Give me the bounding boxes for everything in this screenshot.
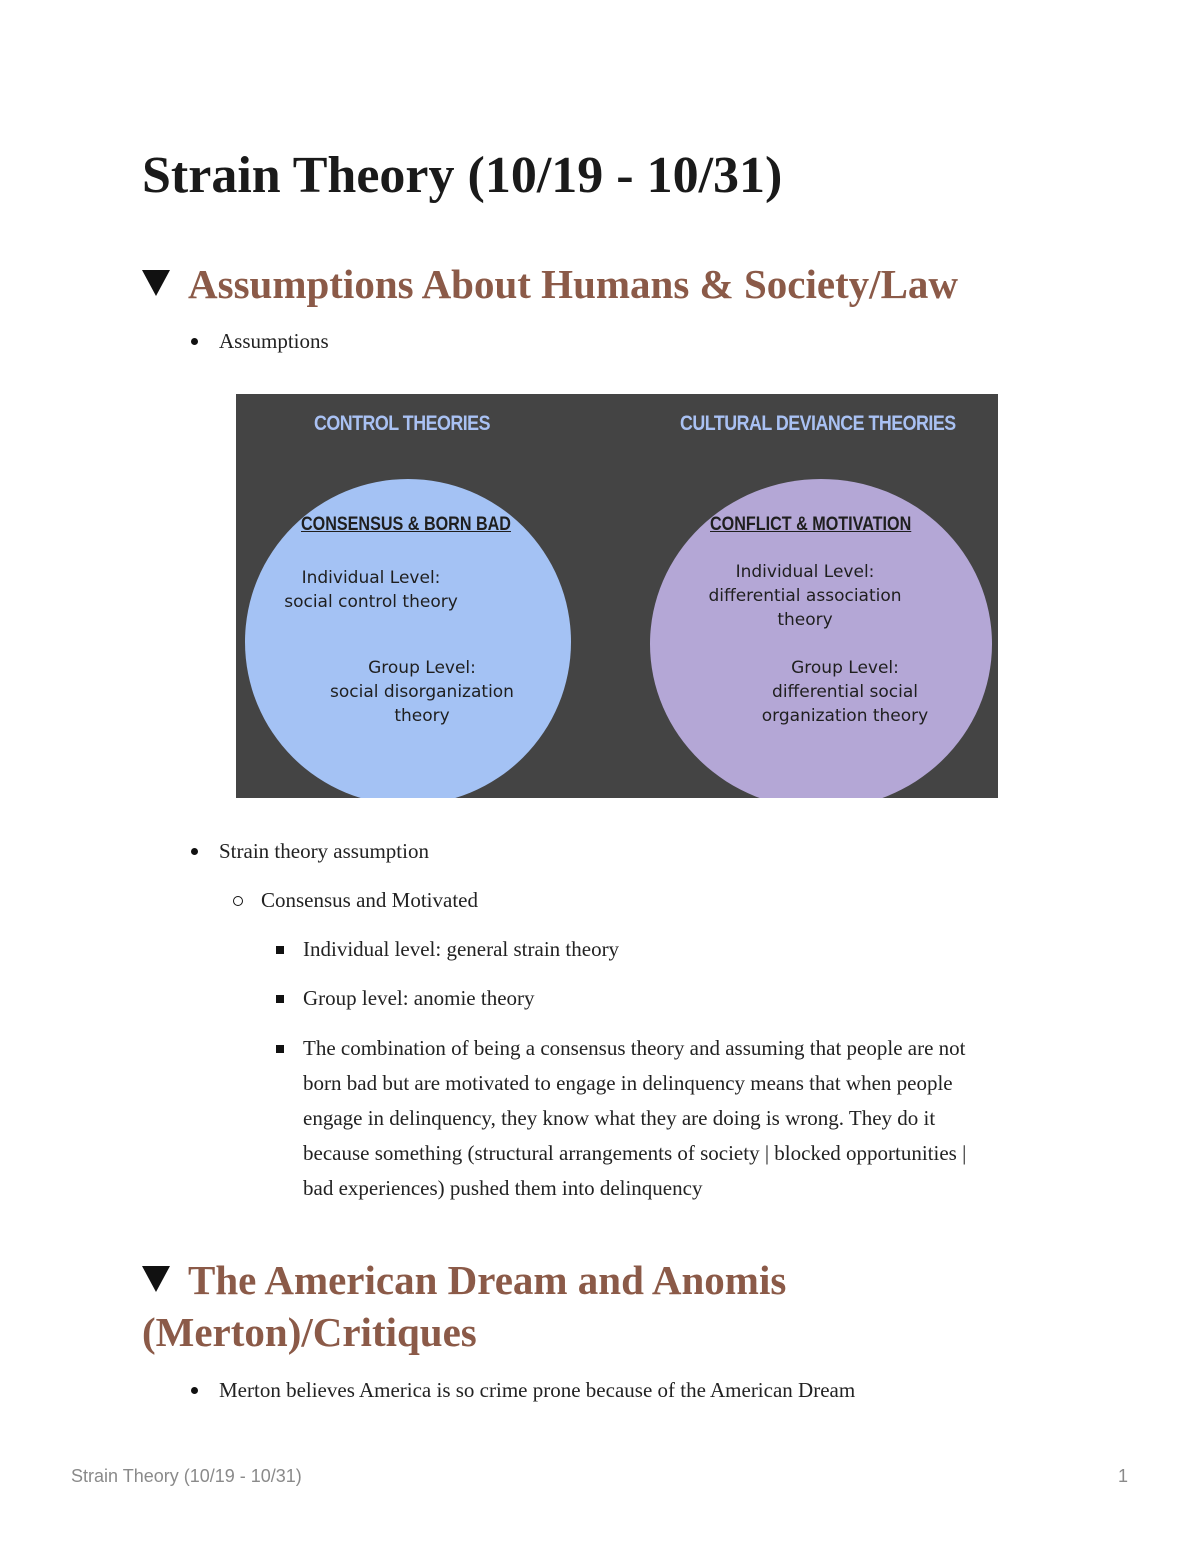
consensus-born-bad-heading: CONSENSUS & BORN BAD bbox=[301, 514, 511, 535]
section-heading-assumptions[interactable] bbox=[142, 258, 958, 310]
list-item: Consensus and Motivated bbox=[261, 888, 478, 912]
bullet-disc-icon bbox=[191, 338, 198, 345]
section-heading-text: (Merton)/Critiques bbox=[142, 1309, 477, 1355]
control-theories-title: CONTROL THEORIES bbox=[314, 412, 490, 435]
bullet-circle-icon bbox=[233, 896, 243, 906]
list-item: Assumptions bbox=[219, 329, 329, 353]
bullet-disc-icon bbox=[191, 848, 198, 855]
list-item: Strain theory assumption bbox=[219, 839, 429, 863]
theories-diagram bbox=[236, 394, 998, 798]
cultural-deviance-theories-title: CULTURAL DEVIANCE THEORIES bbox=[680, 412, 956, 435]
bullet-square-icon bbox=[276, 1045, 284, 1053]
list-item: Group level: anomie theory bbox=[303, 986, 535, 1010]
list-item-paragraph: The combination of being a consensus theory and assuming that people are not born bad but are motivated to engage in delinquency means that when people engage in delinquency, they know what they are doing is wrong. They do it because something (structural arrangements of society | blocked opportunities | bad experiences) pushed them into delinquency bbox=[303, 1036, 967, 1200]
list-item: Individual level: general strain theory bbox=[303, 937, 620, 961]
right-group-level: Group Level: differential social organization theory bbox=[761, 658, 929, 726]
section-heading-text: Assumptions About Humans & Society/Law bbox=[188, 261, 959, 307]
page-title: Strain Theory (10/19 - 10/31) bbox=[142, 147, 783, 204]
toggle-triangle-icon[interactable] bbox=[142, 1266, 170, 1292]
left-group-level: Group Level: social disorganization theory bbox=[330, 658, 514, 726]
list-item: Merton believes America is so crime prone because of the American Dream bbox=[219, 1378, 856, 1402]
bullet-disc-icon bbox=[191, 1387, 198, 1394]
footer-page-number: 1 bbox=[1118, 1466, 1129, 1486]
section-heading-text: The American Dream and Anomis bbox=[188, 1257, 787, 1303]
right-individual-level: Individual Level: differential association theory bbox=[708, 562, 902, 630]
conflict-motivation-heading: CONFLICT & MOTIVATION bbox=[710, 514, 912, 535]
bullet-square-icon bbox=[276, 946, 284, 954]
section-heading-american-dream[interactable] bbox=[142, 1254, 786, 1358]
bullet-square-icon bbox=[276, 995, 284, 1003]
toggle-triangle-icon[interactable] bbox=[142, 270, 170, 296]
footer-title: Strain Theory (10/19 - 10/31) bbox=[71, 1466, 302, 1486]
left-individual-level: Individual Level: social control theory bbox=[284, 568, 458, 612]
